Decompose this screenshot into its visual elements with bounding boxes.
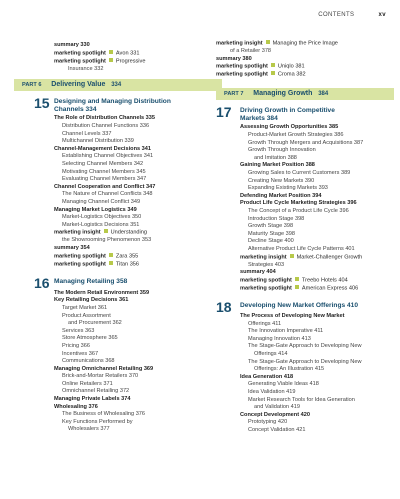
- square-bullet-icon: [295, 277, 299, 281]
- part-title: Managing Growth: [253, 90, 313, 98]
- toc-entry-text: Introduction Stage 398: [248, 215, 305, 222]
- toc-entry[interactable]: [54, 161, 224, 169]
- chapter-title-line-2: Markets 384: [240, 115, 278, 123]
- header-title: CONTENTS: [318, 12, 355, 18]
- toc-entry[interactable]: [54, 176, 224, 184]
- toc-entry[interactable]: [240, 381, 394, 389]
- square-bullet-icon: [104, 229, 108, 233]
- toc-entry-text: marketing spotlight: [54, 50, 106, 57]
- toc-entry-text: Communications 368: [62, 358, 115, 365]
- toc-entry-text: marketing spotlight: [54, 261, 106, 268]
- toc-entry[interactable]: [54, 207, 224, 215]
- toc-entry[interactable]: [54, 305, 224, 313]
- toc-entry-text: Market-Logistics Decisions 351: [62, 221, 140, 228]
- chapter-title-line-1: Designing and Managing Distribution: [54, 98, 171, 106]
- toc-entry[interactable]: [216, 56, 394, 64]
- part-6-banner: [14, 79, 222, 91]
- toc-entry[interactable]: [240, 223, 394, 231]
- square-bullet-icon: [109, 261, 113, 265]
- toc-entry[interactable]: [54, 426, 224, 434]
- toc-entry-text: Defending Market Position 394: [240, 192, 322, 199]
- toc-entry-text: Alternative Product Life Cycle Patterns 401: [248, 245, 355, 252]
- toc-entry-subtext: Titan 356: [115, 261, 140, 268]
- square-bullet-icon: [109, 253, 113, 257]
- toc-entry-text: Key Retailing Decisions 361: [54, 297, 129, 304]
- toc-entry-text: The Modern Retail Environment 359: [54, 289, 150, 296]
- toc-entry-text: Online Retailers 371: [62, 380, 113, 387]
- toc-entry-text: Offerings 414: [254, 351, 288, 357]
- toc-entry[interactable]: [54, 50, 224, 58]
- toc-entry-subtext: Market-Challenger Growth: [296, 254, 363, 261]
- toc-entry[interactable]: [240, 374, 394, 382]
- toc-entry-text: Product-Market Growth Strategies 386: [248, 132, 344, 139]
- toc-entry-text: Channel Cooperation and Conflict 347: [54, 183, 156, 190]
- toc-entry-text: and Procurement 362: [68, 320, 122, 327]
- toc-entry-text: Evaluating Channel Members 347: [62, 176, 147, 183]
- toc-entry-subtext: Understanding: [110, 229, 148, 236]
- toc-entry-text: Channel-Management Decisions 341: [54, 145, 151, 152]
- toc-entry-text: The Stage-Gate Approach to Developing New: [248, 343, 362, 350]
- toc-entry[interactable]: [240, 285, 394, 293]
- toc-entry[interactable]: [54, 245, 224, 253]
- toc-entry-text: The Process of Developing New Market: [240, 313, 345, 320]
- square-bullet-icon: [271, 63, 275, 67]
- toc-entry[interactable]: [54, 261, 224, 269]
- part-page: 334: [111, 82, 122, 89]
- chapter-18-entries: [240, 313, 394, 435]
- toc-entry[interactable]: [54, 115, 224, 123]
- toc-entry[interactable]: [216, 71, 394, 79]
- toc-entry[interactable]: [240, 132, 394, 140]
- toc-entry-text: summary 380: [216, 55, 252, 62]
- toc-entry[interactable]: [240, 343, 394, 351]
- toc-entry-text: Growth Stage 398: [248, 223, 294, 230]
- toc-entry-text: Growth Through Innovation: [248, 147, 316, 154]
- toc-entry[interactable]: [240, 404, 394, 412]
- toc-entry-text: Growing Sales to Current Customers 389: [248, 170, 351, 177]
- toc-entry-subtext: American Express 406: [301, 285, 359, 292]
- toc-entry[interactable]: [240, 208, 394, 216]
- toc-entry-text: Creating New Markets 390: [248, 177, 315, 184]
- toc-entry-text: the Showrooming Phenomenon 353: [62, 237, 152, 244]
- toc-entry[interactable]: [54, 153, 224, 161]
- page-number: xv: [378, 12, 386, 18]
- chapter-title-line-2: Channels 334: [54, 106, 97, 114]
- toc-entry-text: marketing insight: [216, 40, 263, 47]
- toc-entry-text: Wholesaling 376: [54, 403, 98, 410]
- toc-entry-subtext: Uniqlo 381: [277, 63, 305, 70]
- toc-entry[interactable]: [54, 358, 224, 366]
- part-label: PART 6: [22, 82, 42, 89]
- toc-entry[interactable]: [240, 155, 394, 163]
- toc-entry[interactable]: [240, 336, 394, 344]
- toc-entry-text: Growth Through Mergers and Acquisitions 387: [248, 139, 364, 146]
- right-column: [216, 40, 394, 435]
- toc-entry[interactable]: [54, 42, 224, 50]
- toc-entry-text: marketing spotlight: [240, 277, 292, 284]
- toc-entry[interactable]: [240, 231, 394, 239]
- toc-entry[interactable]: [240, 216, 394, 224]
- toc-entry[interactable]: [54, 58, 224, 66]
- toc-entry[interactable]: [54, 381, 224, 389]
- toc-entry-text: Market Research Tools for Idea Generation: [248, 396, 355, 403]
- toc-entry[interactable]: [240, 313, 394, 321]
- toc-entry[interactable]: [240, 277, 394, 285]
- toc-entry[interactable]: [240, 397, 394, 405]
- toc-entry[interactable]: [54, 253, 224, 261]
- toc-entry[interactable]: [54, 366, 224, 374]
- toc-entry[interactable]: [240, 269, 394, 277]
- toc-entry-subtext: Zara 355: [115, 253, 139, 260]
- toc-entry-text: Idea Generation 418: [240, 373, 294, 380]
- toc-entry[interactable]: [54, 313, 224, 321]
- toc-entry-text: Strategies 403: [248, 261, 285, 268]
- toc-entry[interactable]: [54, 66, 224, 74]
- toc-entry[interactable]: [54, 343, 224, 351]
- toc-entry[interactable]: [240, 366, 394, 374]
- toc-entry-text: Pricing 366: [62, 342, 90, 349]
- part-title: Delivering Value: [51, 81, 106, 89]
- toc-entry-text: Assessing Growth Opportunities 385: [240, 124, 339, 131]
- toc-entry[interactable]: [54, 169, 224, 177]
- square-bullet-icon: [109, 50, 113, 54]
- toc-entry[interactable]: [54, 237, 224, 245]
- toc-entry-text: Product Life Cycle Marketing Strategies 396: [240, 200, 357, 207]
- toc-entry-text: Target Market 361: [62, 304, 108, 311]
- toc-entry-text: of a Retailer 378: [230, 48, 272, 55]
- toc-entry-text: marketing spotlight: [216, 63, 268, 70]
- toc-entry[interactable]: [54, 320, 224, 328]
- toc-entry-text: Managing Market Logistics 349: [54, 206, 137, 213]
- toc-entry-text: Incentives 367: [62, 350, 99, 357]
- toc-entry[interactable]: [240, 246, 394, 254]
- toc-entry-text: Wholesalers 377: [68, 426, 110, 433]
- toc-entry[interactable]: [240, 170, 394, 178]
- chapter-15-entries: [54, 115, 224, 268]
- toc-entry[interactable]: [54, 184, 224, 192]
- toc-entry[interactable]: [54, 404, 224, 412]
- toc-entry-text: summary 404: [240, 269, 276, 276]
- toc-entry-text: Managing Private Labels 374: [54, 396, 131, 403]
- toc-entry-text: Managing Channel Conflict 349: [62, 198, 141, 205]
- toc-entry-subtext: Managing the Price Image: [272, 40, 338, 47]
- toc-entry[interactable]: [54, 199, 224, 207]
- toc-entry[interactable]: [240, 419, 394, 427]
- right-top-list: [216, 40, 394, 79]
- page-header: [318, 12, 386, 18]
- toc-entry[interactable]: [54, 328, 224, 336]
- toc-entry-text: marketing spotlight: [54, 58, 106, 65]
- toc-entry-text: Insurance 332: [68, 65, 104, 72]
- chapter-17-entries: [240, 124, 394, 293]
- square-bullet-icon: [271, 71, 275, 75]
- toc-entry-text: and Imitation 388: [254, 154, 297, 161]
- part-page: 384: [318, 91, 329, 98]
- chapter-15-heading[interactable]: [34, 95, 224, 114]
- toc-entry[interactable]: [240, 185, 394, 193]
- chapter-18-heading[interactable]: [216, 299, 394, 316]
- toc-entry-text: Generating Viable Ideas 418: [248, 381, 319, 388]
- chapter-number: 15: [34, 95, 50, 112]
- toc-entry-text: Gaining Market Position 388: [240, 162, 315, 169]
- chapter-17-heading[interactable]: [216, 104, 394, 123]
- toc-entry[interactable]: [54, 388, 224, 396]
- left-top-list: [54, 42, 224, 73]
- toc-entry[interactable]: [54, 297, 224, 305]
- toc-entry[interactable]: [54, 214, 224, 222]
- toc-entry[interactable]: [54, 335, 224, 343]
- toc-entry-text: The Nature of Channel Conflicts 348: [62, 191, 153, 198]
- toc-entry-text: marketing insight: [54, 229, 101, 236]
- toc-entry[interactable]: [240, 412, 394, 420]
- toc-entry[interactable]: [54, 396, 224, 404]
- toc-entry-text: Motivating Channel Members 345: [62, 168, 146, 175]
- toc-entry-text: Managing Innovation 413: [248, 335, 311, 342]
- toc-entry[interactable]: [216, 40, 394, 48]
- toc-entry-text: Offerings 411: [248, 320, 282, 327]
- square-bullet-icon: [295, 285, 299, 289]
- toc-entry-text: Omnichannel Retailing 372: [62, 388, 130, 395]
- toc-entry[interactable]: [240, 140, 394, 148]
- toc-entry[interactable]: [240, 351, 394, 359]
- toc-entry[interactable]: [54, 123, 224, 131]
- left-column: [22, 42, 224, 434]
- toc-entry[interactable]: [54, 138, 224, 146]
- chapter-number: 16: [34, 274, 50, 291]
- toc-entry[interactable]: [240, 124, 394, 132]
- part-label: PART 7: [224, 91, 244, 98]
- toc-entry-text: Market-Logistics Objectives 350: [62, 214, 142, 221]
- toc-entry-text: summary 330: [54, 42, 90, 48]
- toc-entry-text: marketing spotlight: [216, 71, 268, 78]
- toc-entry[interactable]: [240, 200, 394, 208]
- toc-entry[interactable]: [54, 351, 224, 359]
- toc-entry[interactable]: [240, 427, 394, 435]
- toc-entry[interactable]: [240, 359, 394, 367]
- toc-entry[interactable]: [54, 191, 224, 199]
- toc-entry-text: Expanding Existing Markets 393: [248, 185, 328, 192]
- toc-entry[interactable]: [240, 238, 394, 246]
- toc-entry[interactable]: [240, 162, 394, 170]
- toc-entry[interactable]: [54, 290, 224, 298]
- toc-entry[interactable]: [240, 147, 394, 155]
- square-bullet-icon: [109, 58, 113, 62]
- toc-entry[interactable]: [240, 262, 394, 270]
- toc-entry-text: Concept Validation 421: [248, 426, 306, 433]
- toc-entry-subtext: Progressive: [115, 58, 146, 65]
- toc-entry-text: Maturity Stage 398: [248, 230, 295, 237]
- toc-entry-text: Services 363: [62, 327, 95, 334]
- toc-entry[interactable]: [240, 193, 394, 201]
- toc-entry[interactable]: [54, 373, 224, 381]
- toc-entry[interactable]: [54, 411, 224, 419]
- toc-entry[interactable]: [216, 48, 394, 56]
- toc-entry-text: The Business of Wholesaling 376: [62, 411, 146, 418]
- toc-entry[interactable]: [240, 321, 394, 329]
- toc-entry[interactable]: [54, 229, 224, 237]
- toc-entry[interactable]: [240, 178, 394, 186]
- toc-entry-text: marketing insight: [240, 254, 287, 261]
- square-bullet-icon: [266, 40, 270, 44]
- chapter-title-line-1: Managing Retailing 358: [54, 277, 128, 285]
- chapter-number: 17: [216, 104, 232, 121]
- toc-entry-text: Distribution Channel Functions 336: [62, 122, 150, 129]
- toc-entry[interactable]: [54, 131, 224, 139]
- square-bullet-icon: [290, 254, 294, 258]
- toc-entry-subtext: Avon 331: [115, 50, 140, 57]
- toc-entry-text: The Concept of a Product Life Cycle 396: [248, 208, 349, 214]
- toc-entry-text: marketing spotlight: [240, 285, 292, 292]
- toc-entry[interactable]: [240, 254, 394, 262]
- toc-entry-text: Offerings: An Illustration 415: [254, 366, 325, 373]
- toc-entry-text: Selecting Channel Members 342: [62, 160, 144, 167]
- toc-entry-text: The Role of Distribution Channels 335: [54, 115, 156, 122]
- toc-entry-text: Product Assortment: [62, 312, 111, 319]
- toc-entry[interactable]: [54, 146, 224, 154]
- toc-entry-text: Idea Validation 419: [248, 388, 296, 395]
- chapter-16-heading[interactable]: [34, 274, 224, 291]
- toc-entry[interactable]: [54, 222, 224, 230]
- toc-entry-text: summary 354: [54, 244, 90, 251]
- toc-entry-text: Brick-and-Mortar Retailers 370: [62, 373, 139, 380]
- toc-entry-text: Establishing Channel Objectives 341: [62, 153, 154, 160]
- toc-entry-text: The Innovation Imperative 411: [248, 328, 324, 335]
- part-7-banner: [216, 88, 394, 100]
- toc-entry-text: Multichannel Distribution 339: [62, 138, 134, 145]
- toc-entry-text: Decline Stage 400: [248, 238, 294, 245]
- toc-entry-text: Key Functions Performed by: [62, 418, 133, 425]
- toc-entry[interactable]: [54, 419, 224, 427]
- toc-entry-text: and Validation 419: [254, 404, 300, 411]
- toc-entry[interactable]: [216, 63, 394, 71]
- toc-entry-text: Concept Development 420: [240, 411, 310, 418]
- toc-entry-text: Channel Levels 337: [62, 130, 112, 137]
- toc-entry-text: The Stage-Gate Approach to Developing New: [248, 358, 362, 365]
- chapter-title-line-1: Driving Growth in Competitive: [240, 107, 335, 115]
- chapter-number: 18: [216, 299, 232, 316]
- toc-entry-text: marketing spotlight: [54, 253, 106, 260]
- toc-entry-subtext: Croma 382: [277, 71, 306, 78]
- toc-entry[interactable]: [240, 328, 394, 336]
- chapter-16-entries: [54, 290, 224, 434]
- toc-entry-text: Prototyping 420: [248, 419, 288, 426]
- toc-entry-subtext: Treebo Hotels 404: [301, 277, 348, 284]
- toc-entry[interactable]: [240, 389, 394, 397]
- toc-entry-text: Managing Omnichannel Retailing 369: [54, 365, 154, 372]
- toc-entry-text: Store Atmosphere 365: [62, 335, 118, 342]
- chapter-title-line-1: Developing New Market Offerings 410: [240, 302, 358, 310]
